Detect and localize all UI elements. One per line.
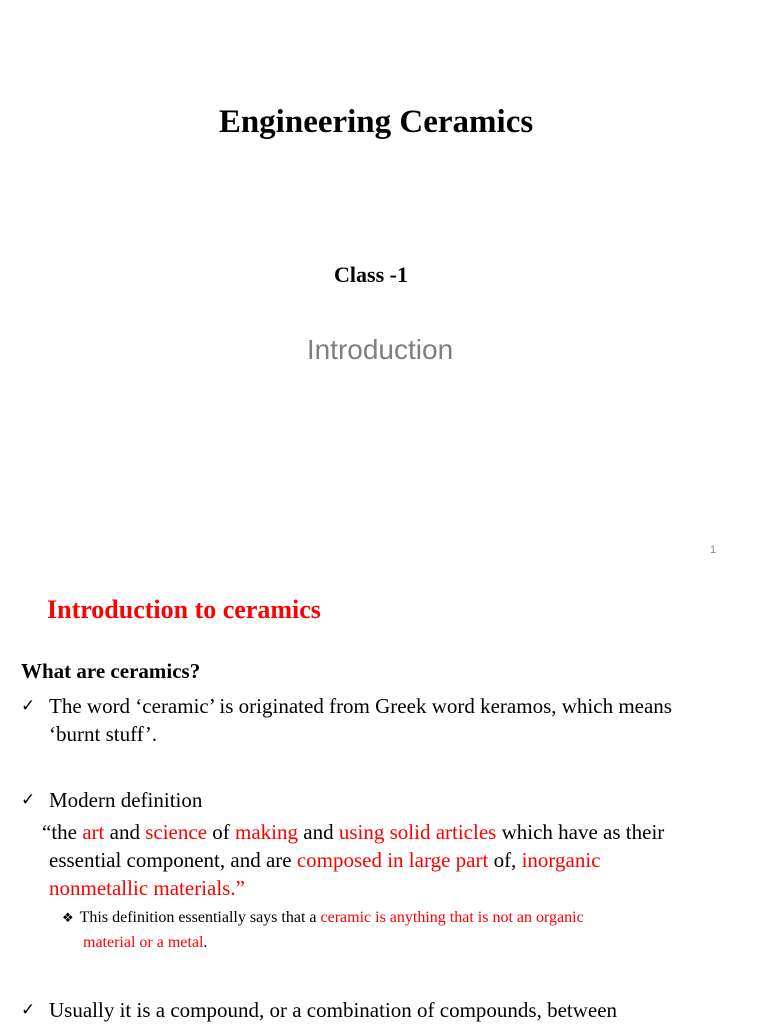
definition-line xyxy=(42,818,762,846)
definition-line xyxy=(42,874,762,902)
text-run: . xyxy=(203,934,208,951)
text-run: essential component, and are xyxy=(49,848,297,872)
slide-title: Engineering Ceramics xyxy=(218,104,534,140)
text-run: of, xyxy=(488,848,522,872)
text-run: This definition essentially says that a xyxy=(79,909,321,926)
highlight-run: science xyxy=(145,820,208,844)
diamond-bullet-icon: ❖ xyxy=(62,911,74,926)
highlight-run: art xyxy=(82,820,105,844)
section-heading: Introduction to ceramics xyxy=(47,595,321,624)
bullet-text: The word ‘ceramic’ is originated from Greek word keramos, which means xyxy=(49,694,672,718)
highlight-run: composed in large part xyxy=(296,848,489,872)
highlight-run: making xyxy=(235,820,299,844)
highlight-run: using solid articles xyxy=(338,820,497,844)
highlight-run: nonmetallic materials.” xyxy=(49,876,245,900)
checkmark-icon: ✓ xyxy=(21,696,36,716)
text-run: which have as their xyxy=(496,820,665,844)
class-label: Class -1 xyxy=(334,262,408,287)
definition-quote xyxy=(42,818,762,902)
question-heading: What are ceramics? xyxy=(21,659,201,683)
slide-subtitle: Introduction xyxy=(306,334,454,365)
highlight-run: material or a metal xyxy=(83,934,204,951)
text-run: and xyxy=(104,820,146,844)
note-line xyxy=(62,931,752,955)
note-line xyxy=(62,906,752,931)
definition-note xyxy=(62,906,752,955)
page-number: 1 xyxy=(710,544,717,556)
highlight-run: inorganic xyxy=(521,848,601,872)
checkmark-icon: ✓ xyxy=(21,790,36,810)
text-run: and xyxy=(298,820,339,844)
text-run: of xyxy=(207,820,236,844)
bullet-text: Usually it is a compound, or a combination of compounds, between xyxy=(49,998,618,1022)
bullet-text: Modern definition xyxy=(49,788,203,812)
text-run: “the xyxy=(42,820,83,844)
definition-line xyxy=(42,846,762,874)
bullet-text: ‘burnt stuff’. xyxy=(49,722,158,746)
checkmark-icon: ✓ xyxy=(21,1000,36,1020)
highlight-run: ceramic is anything that is not an organic xyxy=(320,909,584,926)
